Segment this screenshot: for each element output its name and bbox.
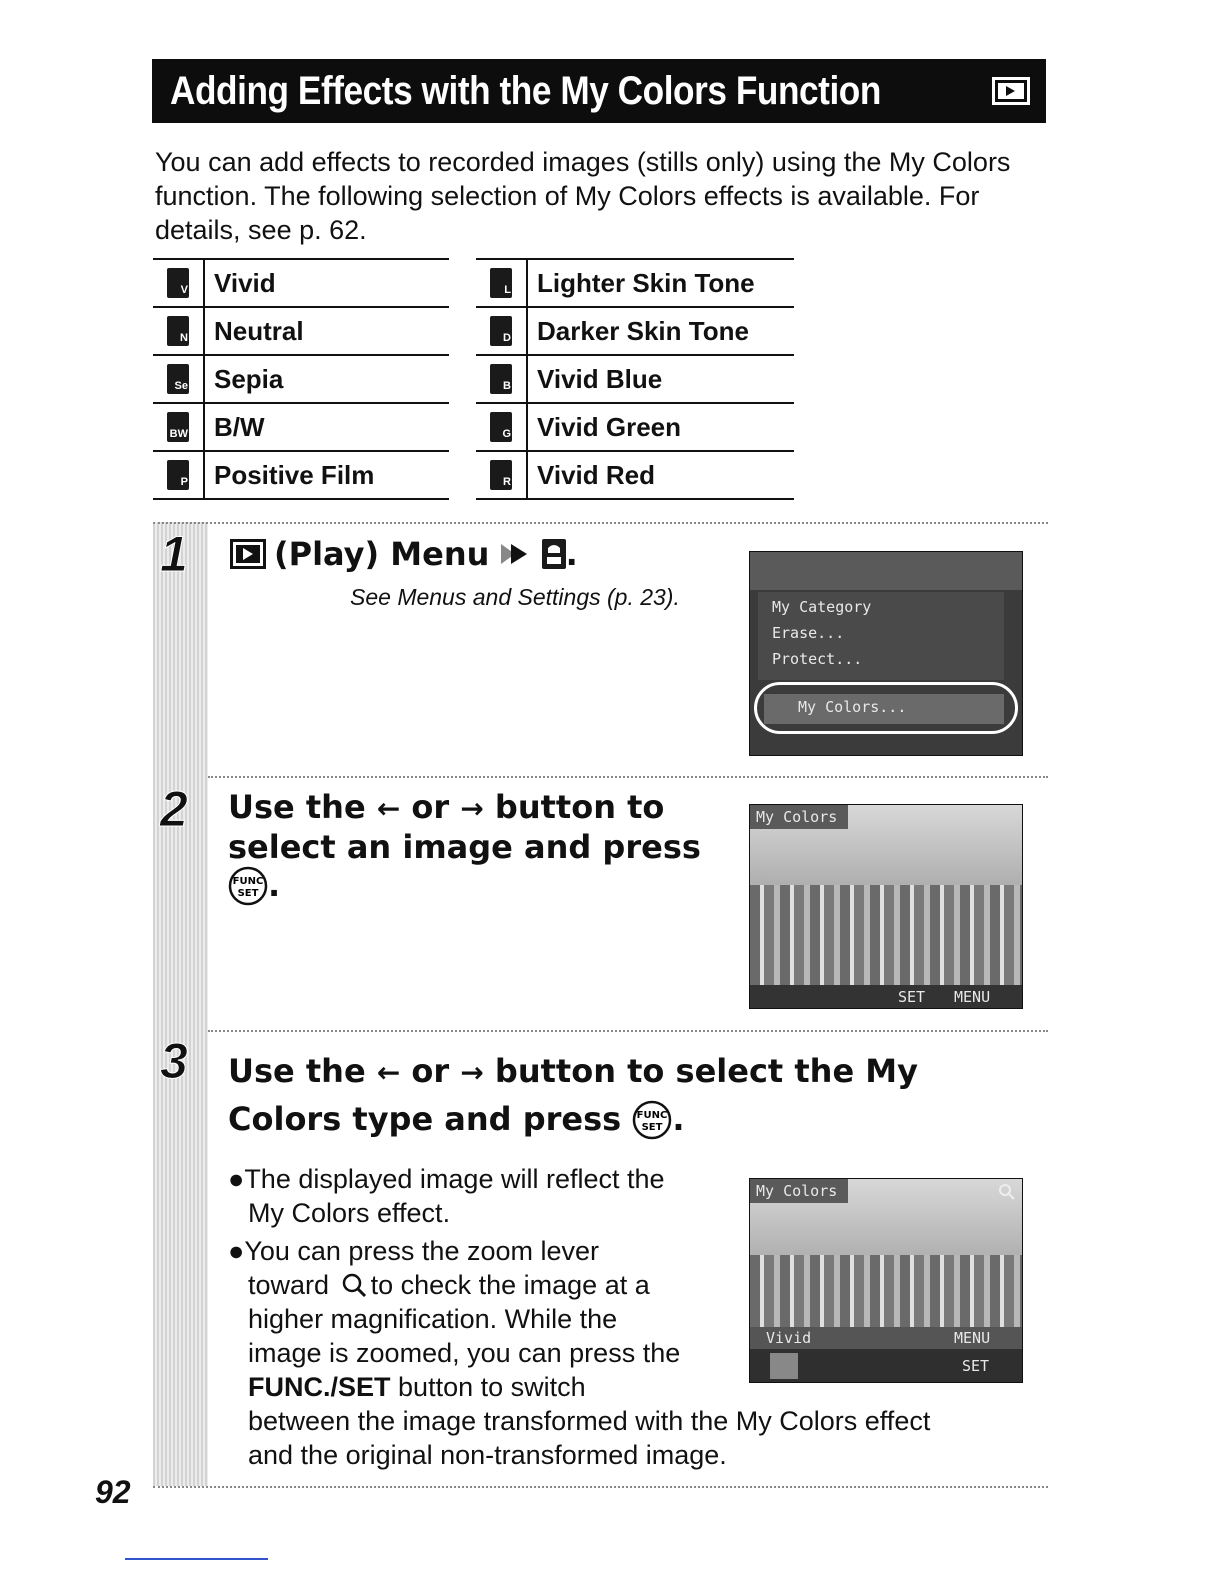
page-number: 92	[95, 1474, 131, 1510]
my-colors-bw-icon: BW	[167, 412, 189, 442]
camera-screen-image-select	[749, 804, 1023, 1009]
svg-text:FUNC: FUNC	[637, 1110, 668, 1121]
menu-item-erase: Erase...	[772, 624, 845, 642]
effect-row	[476, 356, 794, 404]
menu-item-protect: Protect...	[772, 650, 863, 668]
menu-item-my-category: My Category	[772, 598, 872, 616]
step-3-bullets: ●The displayed image will reflect the My Colors effect. ●You can press the zoom lever toward to check the image at a higher magnification. While the image is zoomed, you can press the FUNC./SET button to switch between the image transformed with the My Colors effect and the original non-transformed image.	[228, 1164, 931, 1470]
my-colors-vivid-icon: V	[167, 268, 189, 298]
my-colors-vivid-blue-icon: B	[490, 364, 512, 394]
menu-tab-bar	[750, 552, 1023, 590]
intro-paragraph: You can add effects to recorded images (stills only) using the My Colors function. The following selection of My Colors effects is available. For details, see p. 62.	[155, 147, 1011, 245]
step-divider	[208, 776, 1048, 778]
my-colors-sepia-icon: Se	[167, 364, 189, 394]
effect-label: Vivid	[214, 267, 276, 298]
effects-table-right	[476, 258, 794, 500]
step-heading-text: (Play) Menu	[274, 535, 490, 573]
right-arrow-icon: →	[460, 1056, 484, 1089]
effect-row	[476, 260, 794, 308]
my-colors-vivid-red-icon: R	[490, 460, 512, 490]
step-divider	[153, 522, 1048, 524]
func-set-button-icon	[632, 1100, 672, 1140]
effect-label: Darker Skin Tone	[537, 315, 749, 346]
screen-tab-label: My Colors	[756, 1182, 838, 1200]
bullet-item: ●You can press the zoom lever	[228, 1236, 600, 1266]
page-title: Adding Effects with the My Colors Function	[170, 68, 881, 113]
step-divider	[208, 1030, 1048, 1032]
step-number: 2	[160, 781, 188, 837]
page-title-bar	[152, 59, 1046, 123]
my-colors-darker-skin-icon: D	[490, 316, 512, 346]
screen-menu-label: MENU	[954, 1329, 991, 1347]
my-colors-vivid-green-icon: G	[490, 412, 512, 442]
camera-screen-menu	[749, 551, 1023, 756]
zoom-magnify-icon	[998, 1183, 1016, 1201]
camera-screen-my-colors	[749, 1178, 1023, 1383]
menu-item-my-colors: My Colors...	[798, 698, 907, 716]
effect-row	[153, 356, 449, 404]
bullet-item: ●The displayed image will reflect the	[228, 1164, 665, 1194]
effect-label: Vivid Red	[537, 459, 656, 490]
left-arrow-icon: ←	[376, 1056, 401, 1089]
my-colors-positive-film-icon: P	[167, 460, 189, 490]
step-number: 1	[160, 526, 188, 582]
effect-row	[476, 308, 794, 356]
screen-effect-label: Vivid	[766, 1329, 812, 1347]
effect-row	[153, 308, 449, 356]
right-arrow-icon: →	[460, 792, 484, 825]
zoom-magnify-icon	[341, 1272, 367, 1298]
effect-label: Lighter Skin Tone	[537, 267, 755, 298]
svg-text:SET: SET	[641, 1122, 663, 1133]
my-colors-lighter-skin-icon: L	[490, 268, 512, 298]
steps-side-band	[153, 522, 208, 1486]
left-arrow-icon: ←	[376, 792, 401, 825]
effect-row	[153, 260, 449, 308]
effects-table-left	[153, 258, 449, 500]
effect-row	[153, 404, 449, 452]
step-heading: Use the ← or → button to select the My Colors type and press FUNC SET .	[228, 1052, 918, 1138]
effect-row	[476, 452, 794, 500]
screen-set-label: SET	[962, 1357, 990, 1375]
menu-arrow-icon	[501, 541, 531, 567]
effect-label: Vivid Blue	[537, 363, 663, 394]
effect-label: B/W	[214, 411, 265, 442]
effect-label: Neutral	[214, 315, 304, 346]
screen-tab-label: My Colors	[756, 808, 838, 826]
effect-row	[476, 404, 794, 452]
screen-set-label: SET	[898, 988, 926, 1006]
step-heading: Use the ← or → button to select an image and press FUNC SET .	[228, 788, 701, 904]
step-reference: See Menus and Settings (p. 23).	[350, 584, 680, 610]
playback-menu-icon	[230, 539, 266, 569]
my-colors-neutral-icon: N	[167, 316, 189, 346]
step-heading: (Play) Menu .	[230, 535, 578, 573]
playback-mode-icon	[992, 77, 1030, 105]
step-divider	[153, 1486, 1048, 1488]
my-colors-menu-icon	[542, 539, 566, 569]
effect-row	[153, 452, 449, 500]
svg-text:FUNC: FUNC	[232, 876, 264, 887]
screen-menu-label: MENU	[954, 988, 991, 1006]
svg-text:SET: SET	[237, 888, 259, 899]
footer-rule	[125, 1558, 268, 1560]
step-number: 3	[160, 1033, 188, 1089]
effect-label: Sepia	[214, 363, 284, 394]
effect-label: Vivid Green	[537, 411, 682, 442]
effect-label: Positive Film	[214, 459, 375, 490]
func-set-button-icon	[228, 866, 268, 906]
